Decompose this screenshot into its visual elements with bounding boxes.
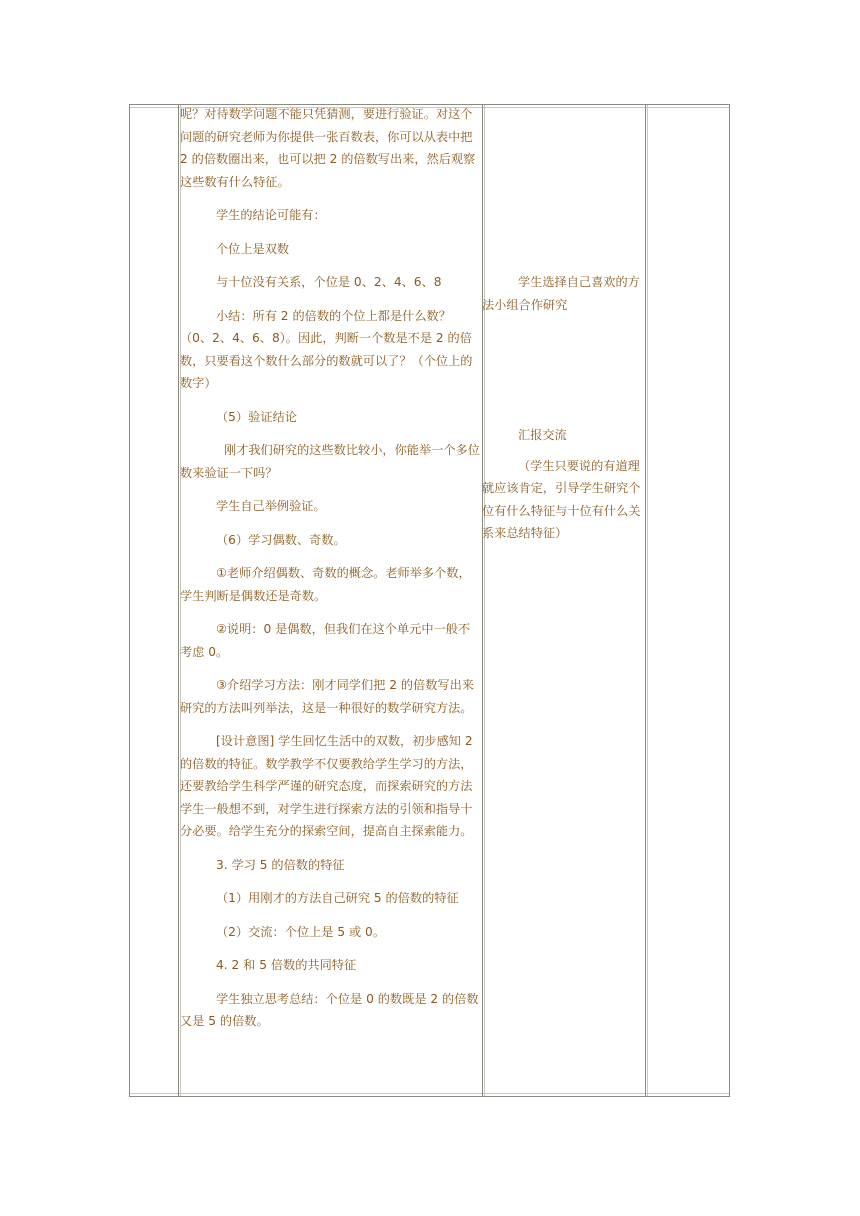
heading-multiples-of-5: 3. 学习 5 的倍数的特征 (216, 857, 345, 872)
paragraph-ones-digit: 与十位没有关系，个位是 0、2、4、6、8 (216, 275, 442, 289)
paragraph-exchange-5: （2）交流：个位上是 5 或 0。 (216, 924, 385, 939)
paragraph-group-study: 学生选择自己喜欢的方法小组合作研究 (482, 275, 640, 312)
paragraph-multi-digit: 刚才我们研究的这些数比较小，你能举一个多位数来验证一下吗？ (180, 443, 480, 480)
paragraph-possible-conclusions: 学生的结论可能有： (216, 208, 326, 222)
paragraph-intro: 呢？对待数学问题不能只凭猜测，要进行验证。对这个问题的研究老师为你提供一张百数表，你可以从表中把 2 的倍数圈出来，也可以把 2 的倍数写出来，然后观察这些数有什么特征。 (180, 107, 476, 189)
table-inner-bottom-border (130, 1093, 729, 1094)
paragraph-study-5: （1）用刚才的方法自己研究 5 的倍数的特征 (216, 891, 459, 905)
paragraph-zero-is-even: ②说明：0 是偶数，但我们在这个单元中一般不考虑 0。 (180, 622, 471, 659)
paragraph-even-digit: 个位上是双数 (216, 241, 290, 256)
heading-verify-conclusion: （5）验证结论 (216, 409, 297, 424)
column-divider-1 (178, 105, 179, 1096)
paragraph-report: 汇报交流 (518, 428, 567, 442)
column-divider-2 (482, 105, 483, 1096)
paragraph-design-intent: [设计意图] 学生回忆生活中的双数，初步感知 2 的倍数的特征。数学教学不仅要教给学生学习的方法，还要教给学生科学严谨的研究态度，而探索研究的方法学生一般想不到，对学生进行探索方法的引领和指导十分必要。给学生充分的探索空间，提高自主探索能力。 (180, 734, 473, 838)
heading-even-odd: （6）学习偶数、奇数。 (216, 532, 346, 547)
student-activity-column (482, 271, 645, 545)
paragraph-affirm-note: （学生只要说的有道理就应该肯定，引导学生研究个位有什么特征与十位有什么关系来总结特征） (482, 458, 641, 540)
paragraph-summary: 小结：所有 2 的倍数的个位上都是什么数？（0、2、4、6、8）。因此，判断一个数是不是 2 的倍数，只要看这个数什么部分的数就可以了？（个位上的数字） (180, 308, 473, 390)
paragraph-common-conclusion: 学生独立思考总结：个位是 0 的数既是 2 的倍数又是 5 的倍数。 (180, 991, 479, 1028)
paragraph-listing-method: ③介绍学习方法：刚才同学们把 2 的倍数写出来研究的方法叫列举法，这是一种很好的数学研究方法。 (180, 678, 474, 715)
teaching-process-column (180, 103, 480, 1033)
column-divider-3-inner (647, 105, 648, 1096)
column-divider-2-inner (484, 105, 485, 1096)
paragraph-even-odd-concept: ①老师介绍偶数、奇数的概念。老师举多个数，学生判断是偶数还是奇数。 (180, 566, 471, 603)
column-divider-3 (645, 105, 646, 1096)
heading-common-features: 4. 2 和 5 倍数的共同特征 (216, 958, 357, 972)
paragraph-student-verify: 学生自己举例验证。 (216, 499, 326, 513)
